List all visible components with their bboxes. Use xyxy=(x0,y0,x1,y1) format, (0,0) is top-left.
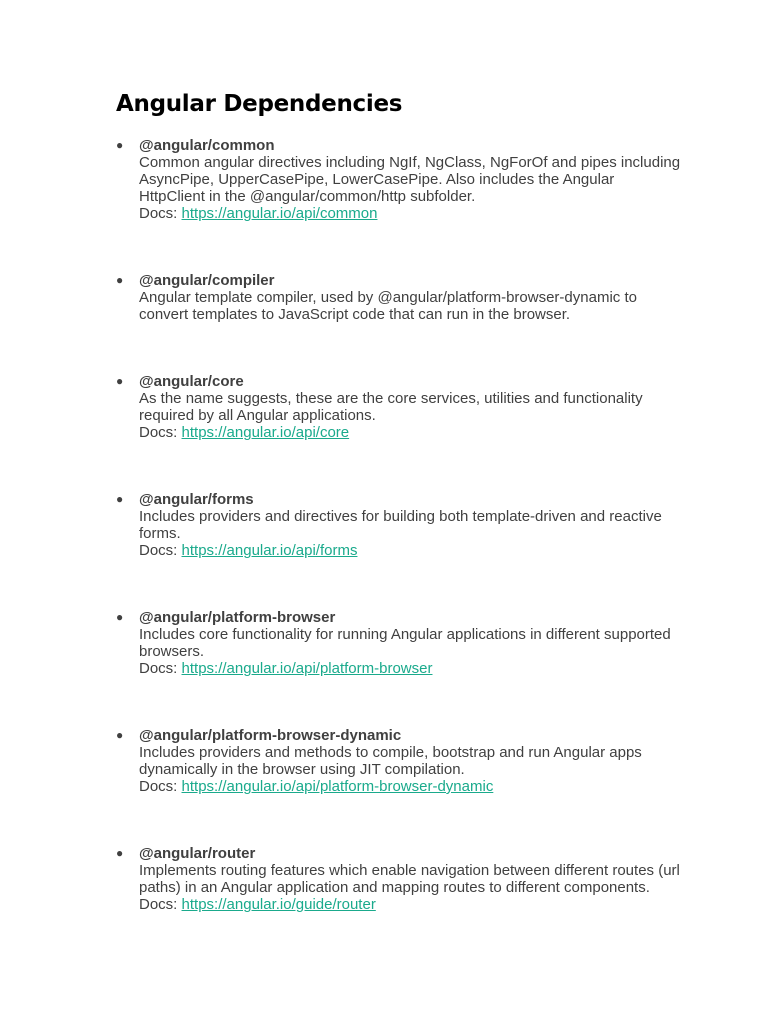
docs-label: Docs: xyxy=(139,424,178,441)
docs-label: Docs: xyxy=(139,778,178,795)
dependency-name: @angular/platform-browser xyxy=(139,609,336,626)
docs-line xyxy=(139,542,684,559)
bullet-icon: ● xyxy=(116,846,124,860)
bullet-icon: ● xyxy=(116,728,124,742)
bullet-icon: ● xyxy=(116,138,124,152)
bullet-icon: ● xyxy=(116,374,124,388)
docs-link[interactable]: https://angular.io/api/forms xyxy=(181,542,358,559)
dependency-item-common xyxy=(116,137,684,222)
dependency-description: Includes providers and directives for building both template-driven and reactive forms. xyxy=(139,508,662,542)
docs-line xyxy=(139,205,684,222)
dependency-description: Angular template compiler, used by @angular/platform-browser-dynamic to convert templates to JavaScript code that can run in the browser. xyxy=(139,289,637,323)
dependency-item-platform-browser xyxy=(116,609,684,677)
docs-link[interactable]: https://angular.io/api/core xyxy=(181,424,350,441)
bullet-icon: ● xyxy=(116,492,124,506)
docs-label: Docs: xyxy=(139,542,178,559)
page-title: Angular Dependencies xyxy=(116,91,403,117)
docs-link[interactable]: https://angular.io/api/common xyxy=(181,205,378,222)
dependency-description: As the name suggests, these are the core services, utilities and functionality required by all Angular applications. xyxy=(139,390,643,424)
docs-label: Docs: xyxy=(139,896,178,913)
dependency-name: @angular/router xyxy=(139,845,256,862)
docs-line xyxy=(139,424,684,441)
dependency-description: Implements routing features which enable navigation between different routes (url paths) in an Angular application and mapping routes to different components. xyxy=(139,862,680,896)
bullet-icon: ● xyxy=(116,610,124,624)
docs-line xyxy=(139,896,684,913)
dependency-description: Common angular directives including NgIf, NgClass, NgForOf and pipes including AsyncPipe, UpperCasePipe, LowerCasePipe. Also includes the Angular HttpClient in the @angular/common/http subfolder. xyxy=(139,154,681,205)
dependency-item-compiler xyxy=(116,272,684,323)
dependency-item-core xyxy=(116,373,684,441)
dependency-name: @angular/core xyxy=(139,373,244,390)
dependency-description: Includes core functionality for running Angular applications in different supported browsers. xyxy=(139,626,671,660)
docs-link[interactable]: https://angular.io/api/platform-browser-dynamic xyxy=(181,778,494,795)
bullet-icon: ● xyxy=(116,273,124,287)
dependency-item-forms xyxy=(116,491,684,559)
dependency-name: @angular/forms xyxy=(139,491,254,508)
docs-line xyxy=(139,778,684,795)
dependency-item-platform-browser-dynamic xyxy=(116,727,684,795)
docs-label: Docs: xyxy=(139,205,178,222)
docs-line xyxy=(139,660,684,677)
dependency-description: Includes providers and methods to compile, bootstrap and run Angular apps dynamically in the browser using JIT compilation. xyxy=(139,744,642,778)
docs-link[interactable]: https://angular.io/api/platform-browser xyxy=(181,660,433,677)
dependency-name: @angular/compiler xyxy=(139,272,275,289)
dependency-name: @angular/common xyxy=(139,137,275,154)
dependency-item-router xyxy=(116,845,684,913)
docs-label: Docs: xyxy=(139,660,178,677)
dependency-name: @angular/platform-browser-dynamic xyxy=(139,727,402,744)
docs-link[interactable]: https://angular.io/guide/router xyxy=(181,896,376,913)
